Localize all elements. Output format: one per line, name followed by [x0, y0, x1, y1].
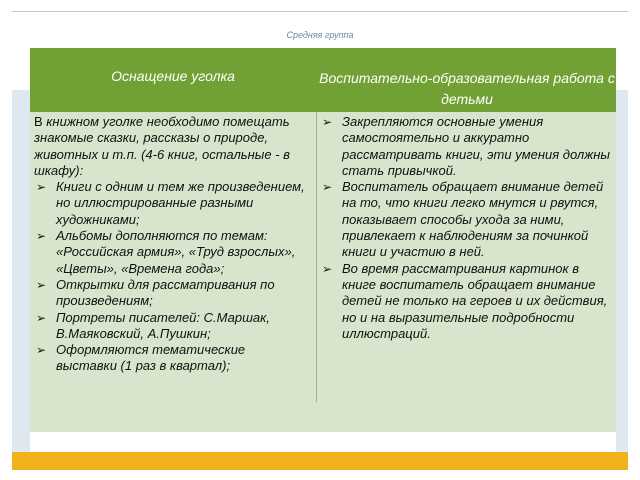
frame-right [626, 0, 640, 480]
bottom-accent-bar [12, 452, 628, 470]
top-divider [12, 11, 628, 12]
list-item-text: Оформляются тематические выставки (1 раз в квартал); [56, 342, 246, 374]
list-item [320, 114, 610, 179]
list-item-text: Закрепляются основные умения самостоятельно и аккуратно рассматривать книги, эти умения должны стать привычкой. [342, 114, 610, 178]
list-item-text: Альбомы дополняются по темам: «Российская армия», «Труд взрослых», «Цветы», «Времена года»; [56, 228, 296, 276]
educational-work-list [320, 114, 610, 342]
equipment-intro-first-word: В [34, 114, 43, 129]
header-educational-work: Воспитательно-образовательная работа с детьми [319, 70, 615, 107]
list-item [34, 179, 306, 228]
list-item [34, 342, 306, 375]
list-item-text: Портреты писателей: С.Маршак, В.Маяковский, А.Пушкин; [56, 309, 270, 341]
list-item [34, 277, 306, 310]
equipment-cell [34, 114, 306, 375]
arrow-bullet-icon: ➢ [35, 277, 47, 292]
arrow-bullet-icon: ➢ [35, 180, 47, 195]
arrow-bullet-icon: ➢ [321, 115, 333, 129]
educational-work-cell [320, 114, 610, 342]
list-item [320, 179, 610, 260]
list-item [320, 261, 610, 342]
table-header-row [30, 48, 616, 112]
list-item-text: Открытки для рассматривания по произведениям; [56, 276, 275, 309]
equipment-intro-text: книжном уголке необходимо помещать знакомые сказки, рассказы о природе, животных и т.п. (4-6 книг, остальные - в шкафу): [34, 114, 290, 178]
list-item-text: Воспитатель обращает внимание детей на то, что книги легко мнутся и рвутся, показывает способы ухода за ними, привлекает к наблюдениям за починкой книги и участию в ней. [342, 179, 604, 260]
list-item [34, 228, 306, 277]
list-item-text: Во время рассматривания картинок в книге воспитатель обращает внимание детей не только на героев и их действия, но и на выразительные подробности иллюстраций. [342, 260, 608, 341]
arrow-bullet-icon: ➢ [35, 310, 47, 325]
frame-left [0, 0, 12, 480]
arrow-bullet-icon: ➢ [321, 261, 333, 276]
header-equipment: Оснащение уголка [111, 68, 235, 84]
arrow-bullet-icon: ➢ [35, 229, 47, 244]
list-item [34, 310, 306, 343]
arrow-bullet-icon: ➢ [321, 180, 333, 195]
list-item-text: Книги с одним и тем же произведением, но иллюстрированные разными художниками; [56, 179, 305, 227]
equipment-intro [34, 114, 306, 179]
page-subtitle: Средняя группа [286, 30, 354, 40]
arrow-bullet-icon: ➢ [35, 343, 47, 358]
table-body-row [30, 112, 616, 432]
equipment-list [34, 179, 306, 375]
content-table [30, 48, 616, 432]
column-divider [316, 112, 317, 402]
